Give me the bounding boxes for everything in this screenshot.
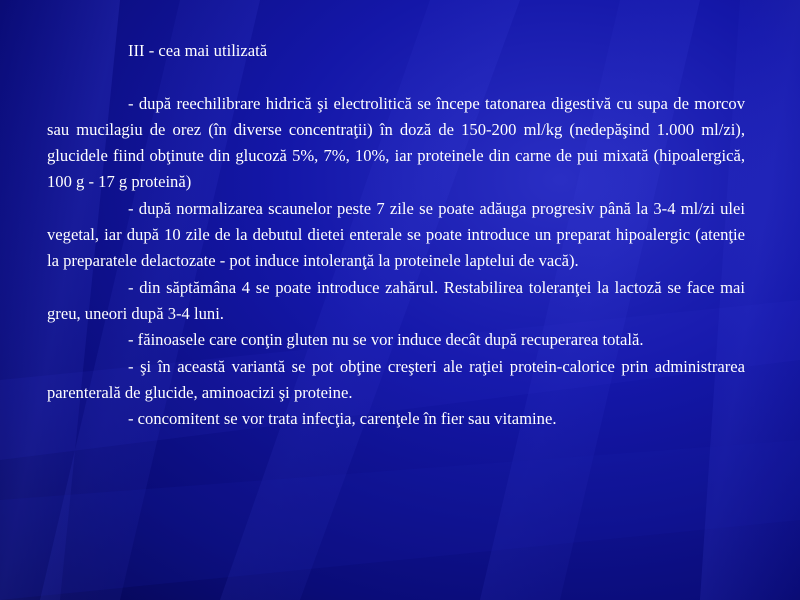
paragraph-1: - după reechilibrare hidrică şi electrolitică se începe tatonarea digestivă cu supa de morcov sau mucilagiu de orez (în diverse concentraţii) în doză de 150-200 ml/kg (nedepăşind 1.000 ml/zi), glucidele fiind obţinute din glucoză 5%, 7%, 10%, iar proteinele din carne de pui mixată (hipoalergică, 100 g - 17 g proteină) xyxy=(47,93,745,192)
paragraph-4: - făinoasele care conţin gluten nu se vor induce decât după recuperarea totală. xyxy=(128,330,644,350)
paragraph-6: - concomitent se vor trata infecţia, carenţele în fier sau vitamine. xyxy=(128,409,557,429)
slide-heading: III - cea mai utilizată xyxy=(128,41,268,60)
paragraph-2: - după normalizarea scaunelor peste 7 zile se poate adăuga progresiv până la 3-4 ml/zi ulei vegetal, iar după 10 zile de la debutul dietei enterale se poate introduce un preparat hipoalergic (atenţie la preparatele delactozate - pot induce intoleranţă la proteinele laptelui de vacă). xyxy=(47,198,745,271)
paragraph-3: - din săptămâna 4 se poate introduce zahărul. Restabilirea toleranţei la lactoză se face mai greu, uneori după 3-4 luni. xyxy=(47,277,745,323)
slide-body xyxy=(47,38,745,432)
paragraph-5: - şi în această variantă se pot obţine creşteri ale raţiei protein-calorice prin administrarea parenterală de glucide, aminoacizi şi proteine. xyxy=(47,356,745,402)
